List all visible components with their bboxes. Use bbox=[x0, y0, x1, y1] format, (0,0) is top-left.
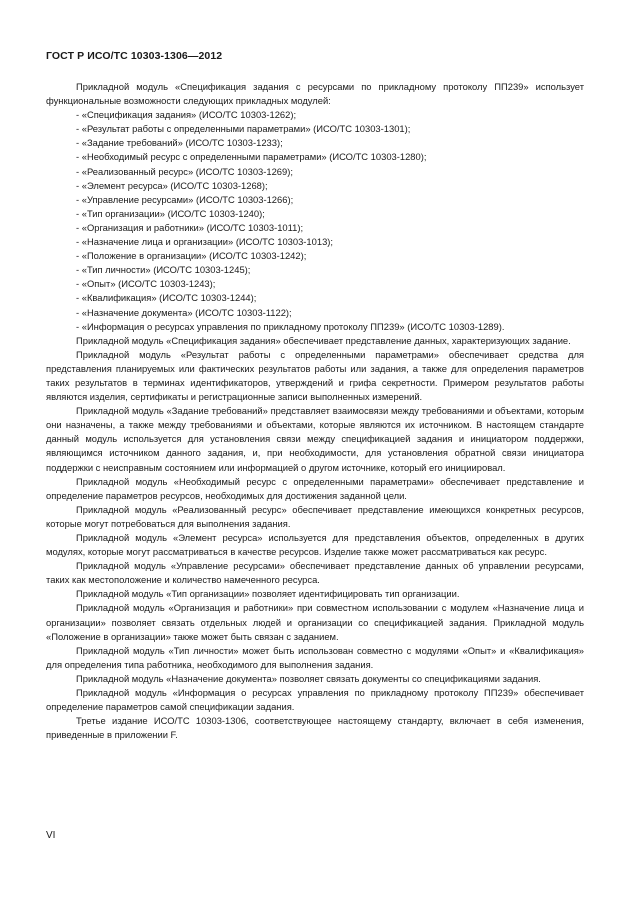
paragraph: Прикладной модуль «Информация о ресурсах управления по прикладному протоколу ПП239» обеспечивает определение параметров самой спецификации задания. bbox=[46, 687, 584, 713]
list-item: - «Спецификация задания» (ИСО/ТС 10303-1262); bbox=[76, 109, 297, 121]
list-item: - «Задание требований» (ИСО/ТС 10303-1233); bbox=[76, 137, 283, 149]
module-list bbox=[46, 108, 584, 334]
paragraph: Прикладной модуль «Необходимый ресурс с определенными параметрами» обеспечивает представление и определение параметров ресурсов, необходимых для достижения заданной цели. bbox=[46, 475, 584, 501]
list-item: - «Опыт» (ИСО/ТС 10303-1243); bbox=[76, 278, 216, 290]
list-item: - «Реализованный ресурс» (ИСО/ТС 10303-1269); bbox=[76, 165, 293, 177]
paragraph: Прикладной модуль «Тип личности» может быть использован совместно с модулями «Опыт» и «Квалификация» для определения типа работника, необходимого для выполнения задания. bbox=[46, 644, 584, 670]
list-item: - «Положение в организации» (ИСО/ТС 10303-1242); bbox=[76, 250, 307, 262]
list-item: - «Элемент ресурса» (ИСО/ТС 10303-1268); bbox=[76, 179, 268, 191]
paragraph: Прикладной модуль «Назначение документа» позволяет связать документы со спецификациями задания. bbox=[76, 672, 541, 684]
list-item: - «Информация о ресурсах управления по прикладному протоколу ПП239» (ИСО/ТС 10303-1289). bbox=[76, 320, 505, 332]
list-item: - «Организация и работники» (ИСО/ТС 10303-1011); bbox=[76, 221, 304, 233]
paragraph: Прикладной модуль «Организация и работники» при совместном использовании с модулем «Назначение лица и организации» позволяет связать отдельных людей и организации со спецификацией задания. Прикладной модуль «Положение в организации» также может быть связан с заданием. bbox=[46, 602, 584, 642]
paragraph: Прикладной модуль «Результат работы с определенными параметрами» обеспечивает средства для представления планируемых или фактических результатов работы или задания, а также для определения параметров таких результатов в терминах идентификаторов, утверждений и грифа секретности. Примером результатов работы являются изделия, сертификаты и регистрационные записи выполненных измерений. bbox=[46, 348, 584, 403]
paragraph: Третье издание ИСО/ТС 10303-1306, соответствующее настоящему стандарту, включает в себя изменения, приведенные в приложении F. bbox=[46, 715, 584, 741]
paragraph: Прикладной модуль «Элемент ресурса» используется для представления объектов, определенных в других модулях, которые могут рассматриваться в качестве ресурсов. Изделие также может рассматриваться как ресурс. bbox=[46, 532, 584, 558]
page-number: VI bbox=[46, 830, 56, 841]
paragraph: Прикладной модуль «Спецификация задания» обеспечивает представление данных, характеризующих задание. bbox=[76, 334, 571, 346]
paragraph: Прикладной модуль «Тип организации» позволяет идентифицировать тип организации. bbox=[76, 588, 460, 600]
paragraph: Прикладной модуль «Реализованный ресурс» обеспечивает представление имеющихся конкретных ресурсов, которые могут потребоваться для выполнения задания. bbox=[46, 503, 584, 529]
list-item: - «Назначение документа» (ИСО/ТС 10303-1122); bbox=[76, 306, 292, 318]
document-header: ГОСТ Р ИСО/ТС 10303-1306—2012 bbox=[46, 50, 223, 62]
list-item: - «Управление ресурсами» (ИСО/ТС 10303-1266); bbox=[76, 193, 294, 205]
list-item: - «Квалификация» (ИСО/ТС 10303-1244); bbox=[76, 292, 257, 304]
list-item: - «Необходимый ресурс с определенными параметрами» (ИСО/ТС 10303-1280); bbox=[76, 151, 427, 163]
paragraph: Прикладной модуль «Управление ресурсами» обеспечивает представление данных об управлении ресурсами, таких как местоположение и количество намеченного ресурса. bbox=[46, 560, 584, 586]
paragraph: Прикладной модуль «Задание требований» представляет взаимосвязи между требованиями и объектами, которым они назначены, а также между требованиями и объектами, которые являются их источником. В настоящем стандарте данный модуль используется для установления связи между спецификацией задания и инициатором поддержки, являющимся источником данного задания, и, при необходимости, для установления обратной связи инициатора поддержки с неисправным состоянием или информацией о другом источнике, который его инициировал. bbox=[46, 405, 584, 473]
list-item: - «Результат работы с определенными параметрами» (ИСО/ТС 10303-1301); bbox=[76, 123, 411, 135]
document-body bbox=[46, 80, 584, 742]
list-item: - «Тип организации» (ИСО/ТС 10303-1240); bbox=[76, 207, 265, 219]
intro-paragraph: Прикладной модуль «Спецификация задания с ресурсами по прикладному протоколу ПП239» использует функциональные возможности следующих прикладных модулей: bbox=[46, 81, 584, 107]
list-item: - «Тип личности» (ИСО/ТС 10303-1245); bbox=[76, 264, 251, 276]
list-item: - «Назначение лица и организации» (ИСО/ТС 10303-1013); bbox=[76, 236, 334, 248]
